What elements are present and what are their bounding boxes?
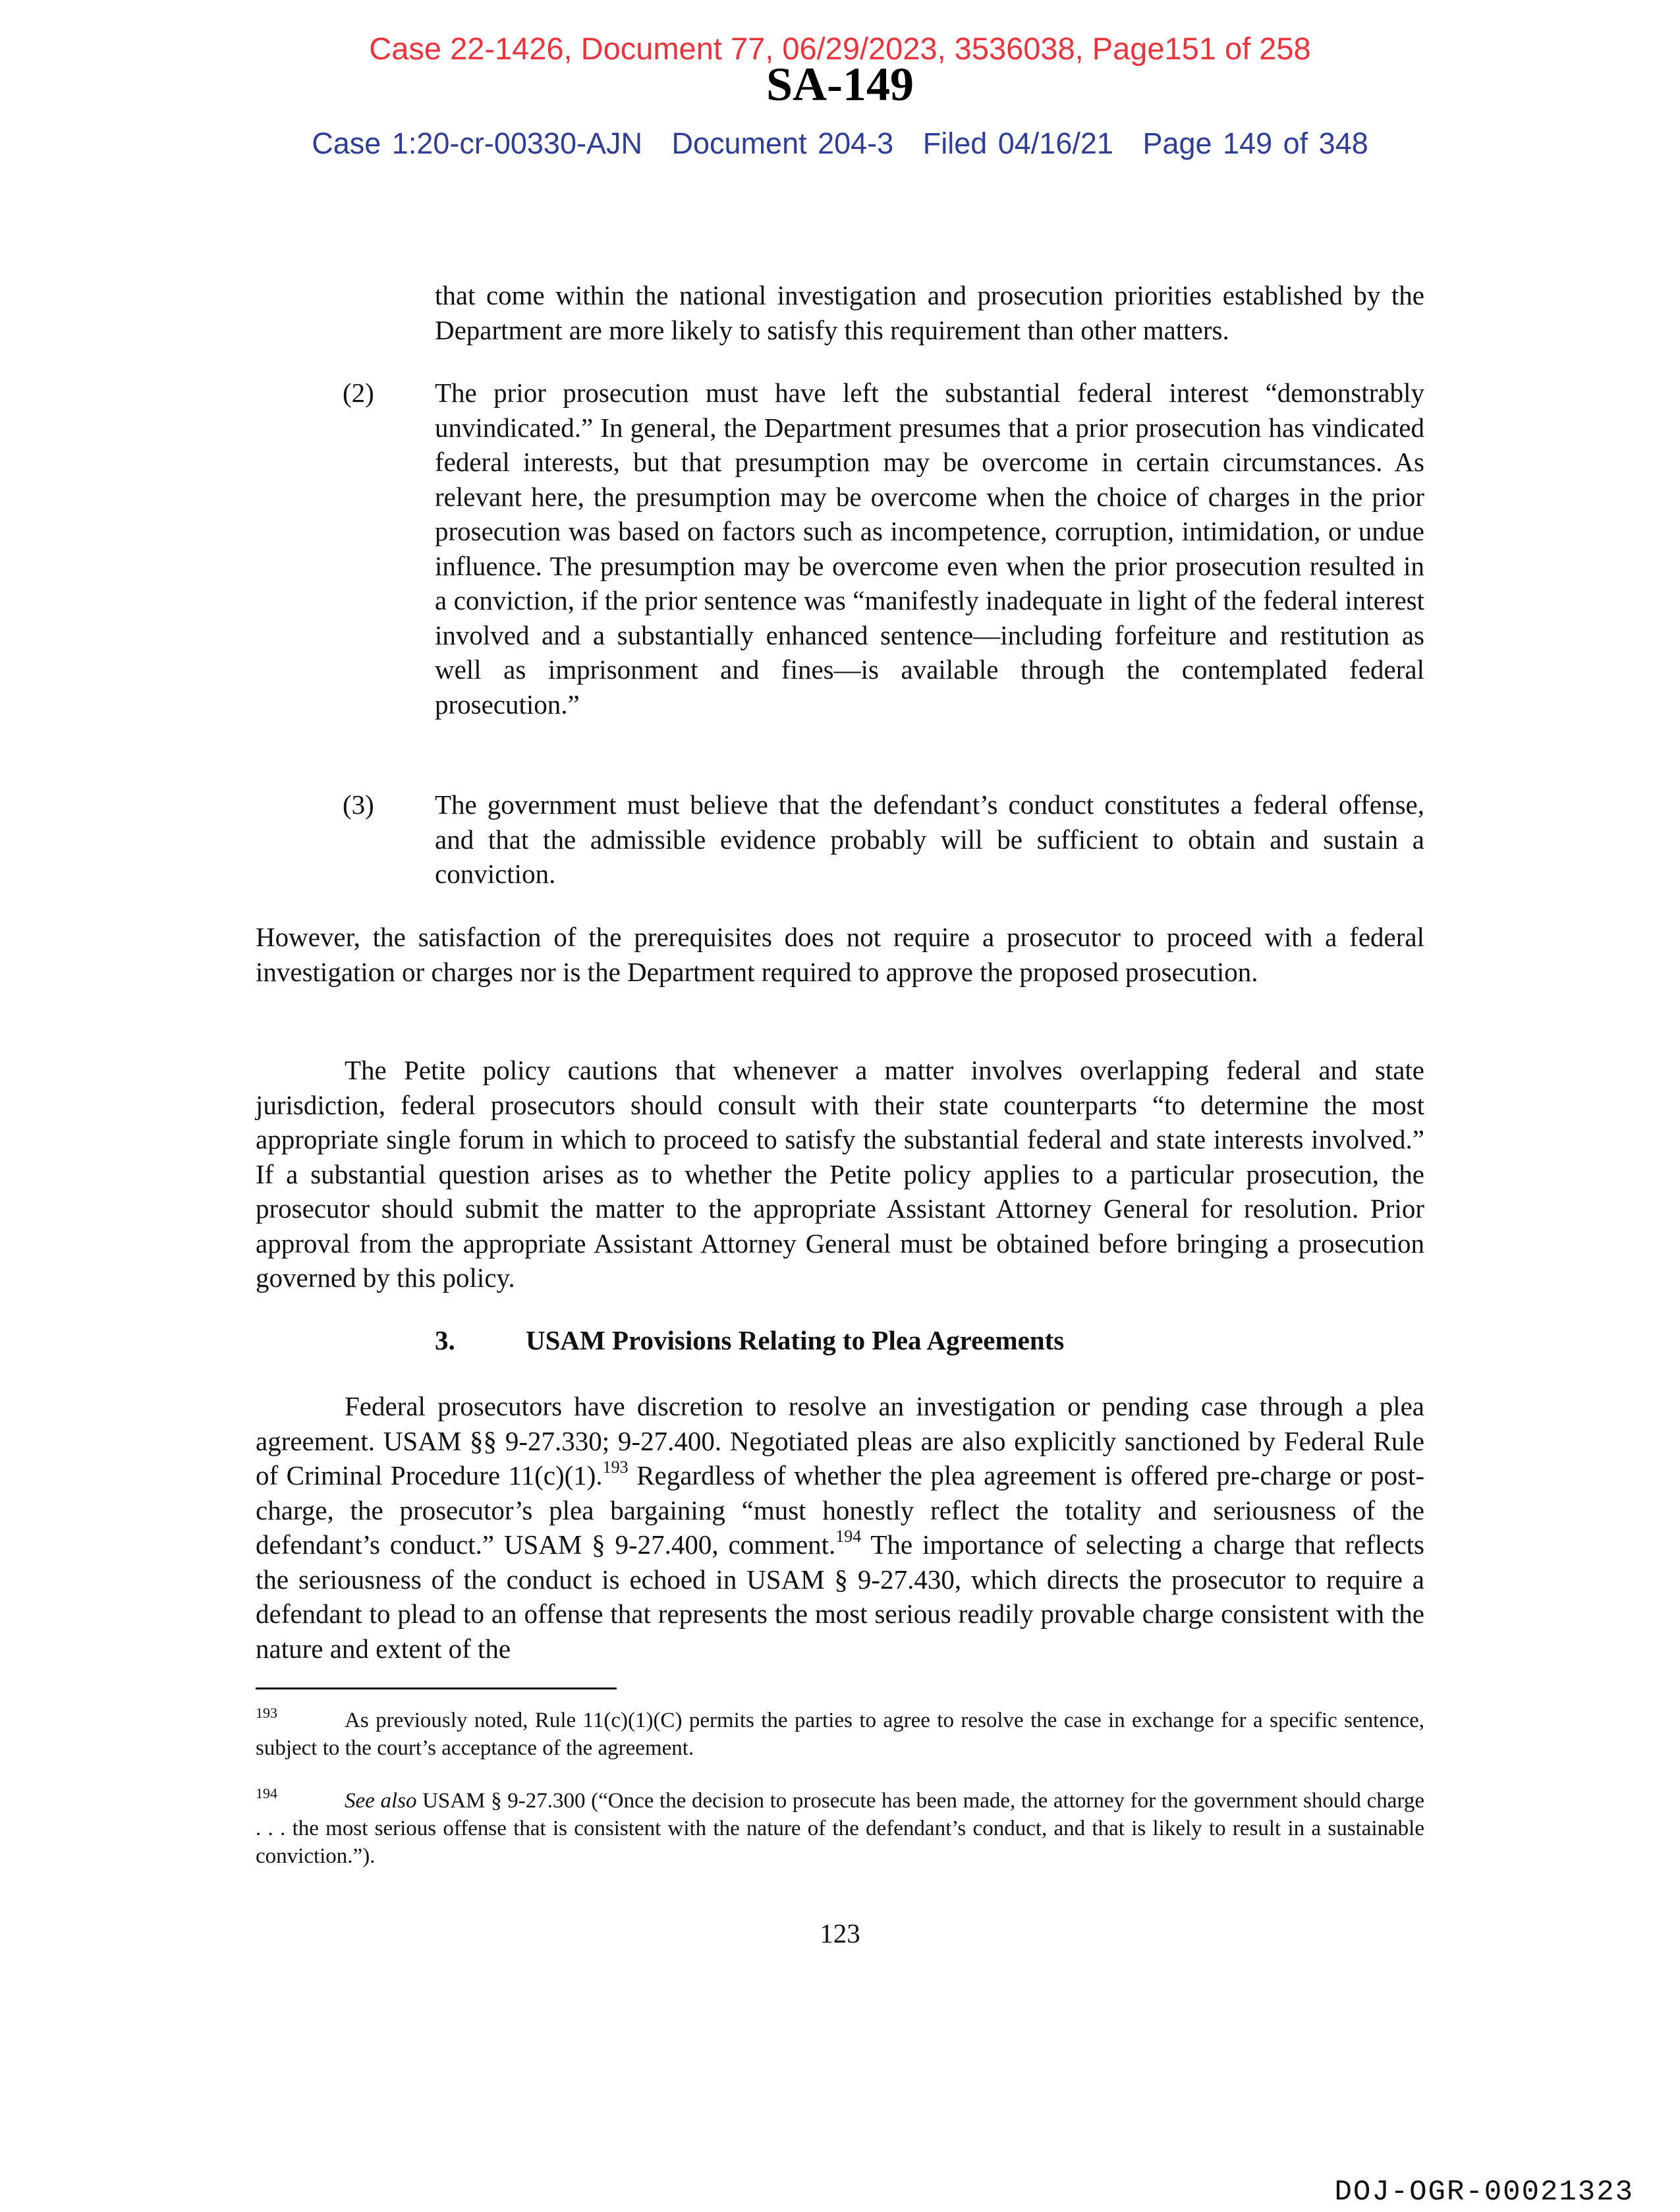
footnote-divider	[256, 1687, 617, 1689]
however-paragraph: However, the satisfaction of the prerequisites does not require a prosecutor to proceed with a federal investigation or charges nor is the Department required to approve the proposed prosecution.	[256, 922, 1424, 987]
footnote-signal: See also	[345, 1789, 417, 1813]
footnote-text: USAM § 9-27.300 (“Once the decision to prosecute has been made, the attorney for the government should charge . . . the most serious offense that is consistent with the nature of the defendant’s conduct, and that is likely to result in a sustainable conviction.”).	[256, 1789, 1424, 1868]
plea-text-part: The importance of selecting a charge that reflects the seriousness of the conduct is echoed in USAM § 9-27.430, which directs the prosecutor to require a defendant to plead to an offense that represents the most serious readily provable charge consistent with the nature and extent of the	[256, 1529, 1425, 1664]
appellate-case-stamp: Case 22-1426, Document 77, 06/29/2023, 3536038, Page151 of 258	[369, 31, 1311, 66]
district-document-number: Document 204-3	[671, 127, 894, 160]
plea-text-part: Federal prosecutors have discretion to resolve an investigation or pending case through a plea agreement. USAM §§ 9-27.330; 9-27.400. Negotiated pleas are also explicitly sanctioned by Federal Rule of Criminal Procedure 11(c)(1).	[256, 1391, 1424, 1490]
section-heading	[435, 1323, 1064, 1357]
bates-number: DOJ-OGR-00021323	[1334, 2176, 1634, 2209]
footnote-ref-194[interactable]: 194	[835, 1527, 862, 1546]
footnote-194: 194 See also USAM § 9-27.300 (“Once the decision to prosecute has been made, the attorney for the government should charge . . . the most serious offense that is consistent with the nature of the defendant’s conduct, and that is likely to result in a sustainable conviction.”).	[256, 1785, 1424, 1868]
district-page-count: Page 149 of 348	[1142, 127, 1368, 160]
footnote-ref-193[interactable]: 193	[602, 1458, 629, 1477]
section-title: USAM Provisions Relating to Plea Agreements	[526, 1325, 1065, 1355]
district-case-stamp	[0, 125, 1680, 162]
plea-agreement-paragraph	[256, 1389, 1424, 1666]
appendix-page-label: SA-149	[766, 58, 914, 111]
section-number: 3.	[435, 1325, 455, 1355]
footnote-193: 193 As previously noted, Rule 11(c)(1)(C) permits the parties to agree to resolve the case in exchange for a specific sentence, subject to the court’s acceptance of the agreement.	[256, 1705, 1424, 1760]
plea-text-part: Regardless of whether the plea agreement is offered pre-charge or post-charge, the prosecutor’s plea bargaining “must honestly reflect the totality and seriousness of the defendant’s conduct.” USAM § 9-27.400, comment.	[256, 1460, 1424, 1560]
list-item-text: The prior prosecution must have left the substantial federal interest “demonstrably unvindicated.” In general, the Department presumes that a prior prosecution has vindicated federal interests, but that presumption may be overcome in certain circumstances. As relevant here, the presumption may be overcome when the choice of charges in the prior prosecution was based on factors such as incompetence, corruption, intimidation, or undue influence. The presumption may be overcome even when the prior prosecution resulted in a conviction, if the prior sentence was “manifestly inadequate in light of the federal interest involved and a substantially enhanced sentence—including forfeiture and restitution as well as imprisonment and fines—is available through the contemplated federal prosecution.”	[435, 378, 1424, 720]
page-number: 123	[820, 1918, 860, 1948]
list-item-number: (3)	[343, 789, 374, 820]
district-case-number: Case 1:20-cr-00330-AJN	[312, 127, 642, 160]
continuation-paragraph: that come within the national investigation and prosecution priorities established by the Department are more likely to satisfy this requirement than other matters.	[435, 280, 1424, 345]
footnote-text: As previously noted, Rule 11(c)(1)(C) permits the parties to agree to resolve the case in exchange for a specific sentence, subject to the court’s acceptance of the agreement.	[256, 1709, 1424, 1760]
petite-policy-paragraph: The Petite policy cautions that whenever a matter involves overlapping federal and state jurisdiction, federal prosecutors should consult with their state counterparts “to determine the most appropriate single forum in which to proceed to satisfy the substantial federal and state interests involved.” If a substantial question arises as to whether the Petite policy applies to a particular prosecution, the prosecutor should submit the matter to the appropriate Assistant Attorney General for resolution. Prior approval from the appropriate Assistant Attorney General must be obtained before bringing a prosecution governed by this policy.	[256, 1055, 1424, 1293]
district-filed-date: Filed 04/16/21	[922, 127, 1113, 160]
list-item-text: The government must believe that the defendant’s conduct constitutes a federal offense, and that the admissible evidence probably will be sufficient to obtain and sustain a conviction.	[435, 789, 1424, 889]
list-item-number: (2)	[343, 378, 374, 408]
